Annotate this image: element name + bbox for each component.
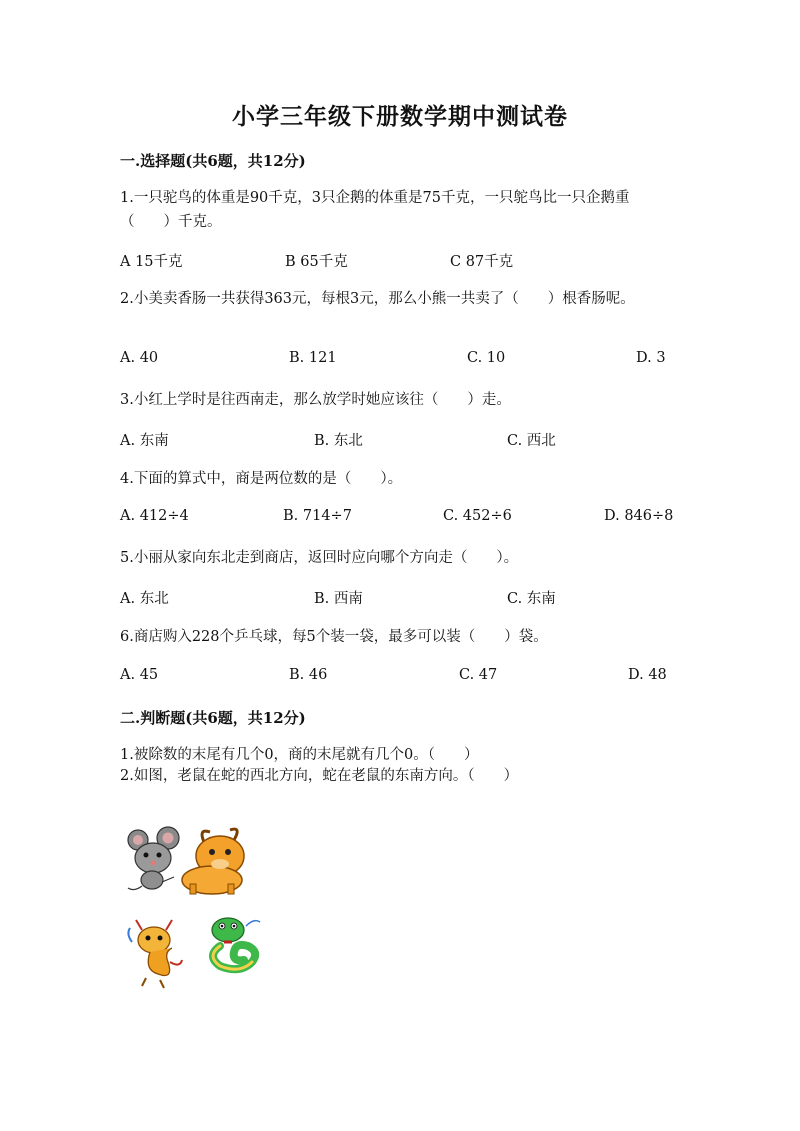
question-text: 5.小丽从家向东北走到商店，返回时应向哪个方向走（ ）。 — [120, 550, 519, 566]
option-b: B 65千克 — [285, 254, 348, 270]
page-title: 小学三年级下册数学期中测试卷 — [232, 103, 568, 130]
option-a: A. 45 — [120, 667, 159, 683]
option-c: C. 西北 — [507, 433, 556, 449]
question-text: 1.一只驼鸟的体重是90千克，3只企鹅的体重是75千克，一只鸵鸟比一只企鹅重（ ）千克。 — [120, 190, 630, 230]
option-b: B. 西南 — [314, 591, 363, 607]
question-text: 2.小美卖香肠一共获得363元，每根3元，那么小熊一共卖了（ ）根香肠呢。 — [120, 291, 635, 307]
option-d: D. 3 — [636, 350, 666, 366]
option-c: C. 452÷6 — [443, 508, 512, 524]
option-b: B. 121 — [289, 350, 337, 366]
section-heading-judgement: 二.判断题(共6题，共12分) — [120, 709, 306, 727]
option-a: A. 412÷4 — [120, 508, 189, 524]
section-heading-choice: 一.选择题(共6题，共12分) — [120, 152, 306, 170]
option-b: B. 714÷7 — [283, 508, 352, 524]
question-text: 4.下面的算式中，商是两位数的是（ ）。 — [120, 471, 403, 487]
option-b: B. 46 — [289, 667, 328, 683]
option-c: C. 47 — [459, 667, 498, 683]
snake-icon — [212, 918, 260, 969]
option-c: C 87千克 — [450, 254, 514, 270]
option-d: D. 48 — [628, 667, 667, 683]
ox-icon — [182, 829, 244, 894]
option-d: D. 846÷8 — [604, 508, 674, 524]
question-text: 2.如图，老鼠在蛇的西北方向，蛇在老鼠的东南方向。（ ） — [120, 768, 519, 784]
dragon-icon — [128, 920, 182, 988]
option-c: C. 10 — [467, 350, 506, 366]
option-c: C. 东南 — [507, 591, 556, 607]
option-a: A. 东北 — [120, 591, 169, 607]
question-text: 3.小红上学时是往西南走，那么放学时她应该往（ ）走。 — [120, 392, 511, 408]
option-b: B. 东北 — [314, 433, 363, 449]
zodiac-figure — [124, 822, 274, 992]
option-a: A 15千克 — [120, 254, 183, 270]
question-text: 1.被除数的末尾有几个0，商的末尾就有几个0。（ ） — [120, 747, 479, 763]
option-a: A. 东南 — [120, 433, 169, 449]
mouse-icon — [128, 827, 179, 890]
option-a: A. 40 — [120, 350, 159, 366]
question-text: 6.商店购入228个乒乓球，每5个装一袋，最多可以装（ ）袋。 — [120, 629, 548, 645]
